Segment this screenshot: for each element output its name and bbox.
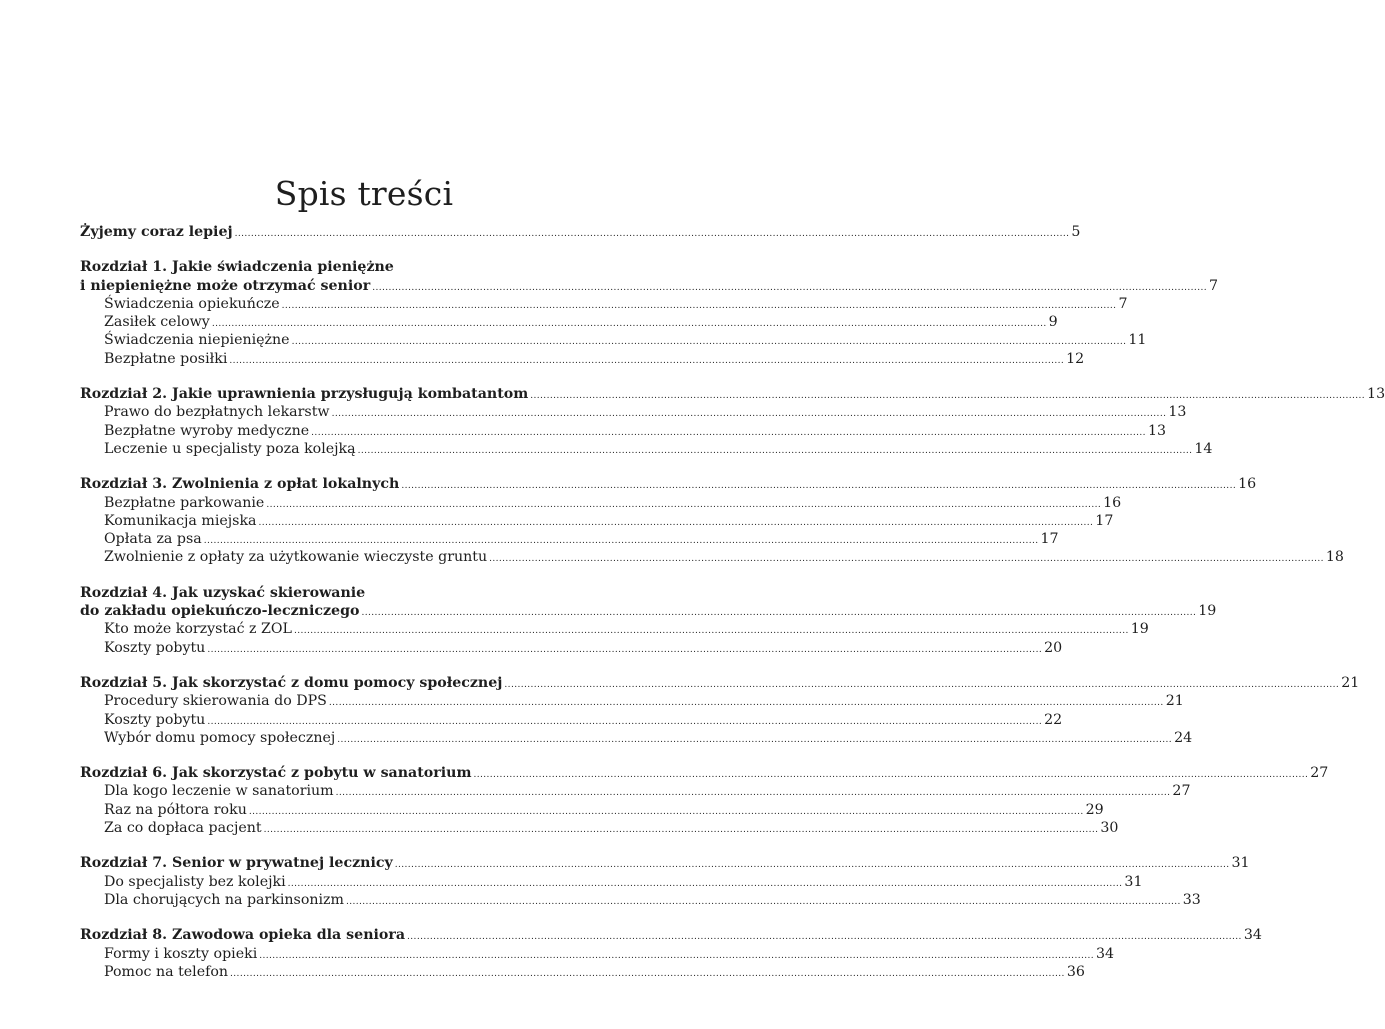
toc-chapter-entry[interactable] (80, 385, 1385, 403)
dot-leader (372, 279, 1207, 297)
table-of-contents (80, 223, 1385, 998)
dot-leader (361, 604, 1196, 622)
dot-leader (266, 496, 1101, 514)
toc-chapter-entry[interactable] (80, 674, 1360, 692)
toc-entry-title: Koszty pobytu (104, 711, 206, 728)
toc-entry-title: Świadczenia niepieniężne (104, 332, 290, 349)
toc-subentry[interactable] (80, 530, 1059, 548)
toc-subentry[interactable] (80, 819, 1119, 837)
toc-page-number: 7 (1118, 295, 1128, 312)
toc-page-number: 17 (1040, 531, 1059, 548)
dot-leader (530, 387, 1365, 405)
toc-chapter-entry[interactable] (80, 764, 1329, 782)
dot-leader (235, 225, 1070, 243)
chapter-block (80, 385, 1385, 458)
toc-entry-title: Raz na półtora roku (104, 801, 247, 818)
chapter-title-line: do zakładu opiekuńczo-leczniczego (80, 603, 360, 620)
toc-page-number: 31 (1231, 855, 1250, 872)
chapter-title-line: Rozdział 3. Zwolnienia z opłat lokalnych (80, 476, 400, 493)
toc-entry-title: Świadczenia opiekuńcze (104, 295, 280, 312)
chapter-title-line: Rozdział 8. Zawodowa opieka dla seniora (80, 927, 406, 944)
toc-subentry[interactable] (80, 945, 1115, 963)
toc-subentry[interactable] (80, 639, 1063, 657)
dot-leader (288, 875, 1123, 893)
toc-chapter-entry[interactable] (80, 854, 1250, 872)
toc-page-number: 12 (1066, 350, 1085, 367)
toc-page-number: 27 (1310, 765, 1329, 782)
toc-page-number: 27 (1172, 783, 1191, 800)
chapter-list (80, 258, 1385, 981)
dot-leader (336, 784, 1171, 802)
dot-leader (504, 676, 1339, 694)
toc-entry-title: Koszty pobytu (104, 639, 206, 656)
toc-page-number: 16 (1238, 476, 1257, 493)
page-title: Spis treści (274, 174, 454, 213)
dot-leader (259, 514, 1094, 532)
toc-entry-intro[interactable] (80, 223, 1081, 241)
toc-subentry[interactable] (80, 729, 1193, 747)
toc-page-number: 13 (1147, 422, 1167, 439)
toc-page-number: 19 (1198, 603, 1217, 620)
toc-entry-title: Leczenie u specjalisty poza kolejką (104, 440, 356, 457)
toc-page-number: 5 (1071, 224, 1081, 240)
toc-entry-title: Dla chorujących na parkinsonizm (104, 891, 344, 908)
dot-leader (489, 550, 1324, 568)
chapter-title-line: Rozdział 7. Senior w prywatnej lecznicy (80, 855, 393, 872)
chapter-block (80, 584, 1217, 657)
toc-subentry[interactable] (80, 313, 1058, 331)
toc-page-number: 17 (1095, 512, 1114, 529)
toc-subentry[interactable] (80, 494, 1122, 512)
toc-entry-title: Prawo do bezpłatnych lekarstw (104, 404, 330, 421)
toc-entry-title: Procedury skierowania do DPS (104, 693, 327, 710)
chapter-block (80, 258, 1219, 368)
toc-page-number: 22 (1044, 711, 1063, 728)
toc-page-number: 7 (1208, 277, 1219, 294)
toc-entry-title: Zwolnienie z opłaty za użytkowanie wieczyste gruntu (104, 549, 488, 566)
toc-page-number: 14 (1194, 440, 1213, 457)
toc-page-number: 20 (1044, 639, 1063, 656)
toc-entry-title: Opłata za psa (104, 531, 202, 548)
dot-leader (212, 315, 1047, 333)
toc-page-number: 13 (1168, 404, 1187, 421)
toc-subentry[interactable] (80, 440, 1213, 458)
toc-subentry[interactable] (80, 801, 1104, 819)
chapter-title-line: Rozdział 1. Jakie świadczenia pieniężne (80, 259, 394, 276)
toc-subentry[interactable] (80, 331, 1147, 349)
chapter-block (80, 926, 1262, 981)
toc-subentry[interactable] (80, 891, 1201, 909)
toc-page-number: 33 (1182, 891, 1201, 908)
chapter-block (80, 854, 1250, 909)
dot-leader (259, 947, 1094, 965)
dot-leader (264, 821, 1099, 839)
toc-subentry[interactable] (80, 782, 1191, 800)
chapter-title-line: Rozdział 5. Jak skorzystać z domu pomocy społecznej (80, 674, 503, 691)
toc-entry-title: Komunikacja miejska (104, 512, 257, 529)
chapter-title-line: Rozdział 6. Jak skorzystać z pobytu w sanatorium (80, 765, 472, 782)
toc-page-number: 24 (1174, 729, 1193, 746)
toc-page-number: 16 (1103, 494, 1122, 511)
toc-entry-title: Za co dopłaca pacjent (104, 820, 262, 837)
toc-page-number: 29 (1085, 801, 1104, 818)
toc-subentry[interactable] (80, 692, 1184, 710)
toc-entry-title: Zasiłek celowy (104, 314, 210, 331)
toc-page-number: 36 (1066, 963, 1085, 980)
toc-page-number: 21 (1341, 674, 1360, 691)
dot-leader (337, 731, 1172, 749)
toc-page-number: 34 (1096, 945, 1115, 962)
dot-leader (249, 803, 1084, 821)
toc-entry-title: Bezpłatne wyroby medyczne (104, 422, 310, 439)
dot-leader (311, 424, 1146, 442)
toc-subentry[interactable] (80, 963, 1085, 981)
toc-page-number: 31 (1124, 873, 1143, 890)
toc-subentry[interactable] (80, 512, 1114, 530)
toc-entry-title: Dla kogo leczenie w sanatorium (104, 783, 334, 800)
toc-entry-title: Kto może korzystać z ZOL (104, 621, 292, 638)
chapter-block (80, 764, 1329, 837)
toc-entry-title: Pomoc na telefon (104, 963, 229, 980)
dot-leader (282, 297, 1117, 315)
dot-leader (395, 856, 1230, 874)
toc-page-number: 30 (1100, 820, 1119, 837)
toc-entry-title: Formy i koszty opieki (104, 945, 258, 962)
toc-entry-title: Bezpłatne posiłki (104, 350, 228, 367)
dot-leader (346, 893, 1181, 911)
toc-entry-title: Bezpłatne parkowanie (104, 494, 265, 511)
chapter-block (80, 475, 1344, 566)
chapter-title-line: Rozdział 4. Jak uzyskać skierowanie (80, 584, 366, 601)
toc-page-number: 21 (1165, 693, 1184, 710)
toc-subentry[interactable] (80, 548, 1344, 566)
toc-page-number: 11 (1128, 332, 1147, 349)
dot-leader (294, 622, 1129, 640)
chapter-block (80, 674, 1360, 747)
toc-page-number: 13 (1367, 386, 1385, 403)
toc-subentry[interactable] (80, 422, 1167, 440)
toc-subentry[interactable] (80, 350, 1085, 368)
toc-entry-title: Do specjalisty bez kolejki (104, 873, 286, 890)
toc-subentry[interactable] (80, 873, 1143, 891)
dot-leader (332, 405, 1167, 423)
dot-leader (358, 442, 1193, 460)
toc-chapter-entry[interactable] (80, 475, 1257, 493)
chapter-title-line: i niepieniężne może otrzymać senior (80, 277, 371, 294)
dot-leader (207, 641, 1042, 659)
toc-subentry[interactable] (80, 403, 1187, 421)
toc-chapter-entry[interactable] (80, 926, 1262, 944)
toc-subentry[interactable] (80, 620, 1149, 638)
toc-page-number: 19 (1130, 621, 1149, 638)
toc-page-number: 34 (1243, 927, 1262, 944)
toc-subentry[interactable] (80, 295, 1128, 313)
dot-leader (229, 352, 1064, 370)
chapter-title-line: Rozdział 2. Jakie uprawnienia przysługują kombatantom (80, 386, 529, 403)
toc-chapter-entry[interactable] (80, 602, 1217, 620)
toc-page-number: 9 (1048, 314, 1058, 331)
toc-entry-title: Wybór domu pomocy społecznej (104, 729, 336, 746)
dot-leader (329, 694, 1164, 712)
toc-subentry[interactable] (80, 711, 1063, 729)
toc-page-number: 18 (1325, 549, 1344, 566)
toc-chapter-entry[interactable] (80, 277, 1219, 295)
dot-leader (407, 928, 1242, 946)
dot-leader (230, 965, 1065, 983)
dot-leader (292, 333, 1127, 351)
toc-entry-title: Żyjemy coraz lepiej (80, 224, 233, 240)
